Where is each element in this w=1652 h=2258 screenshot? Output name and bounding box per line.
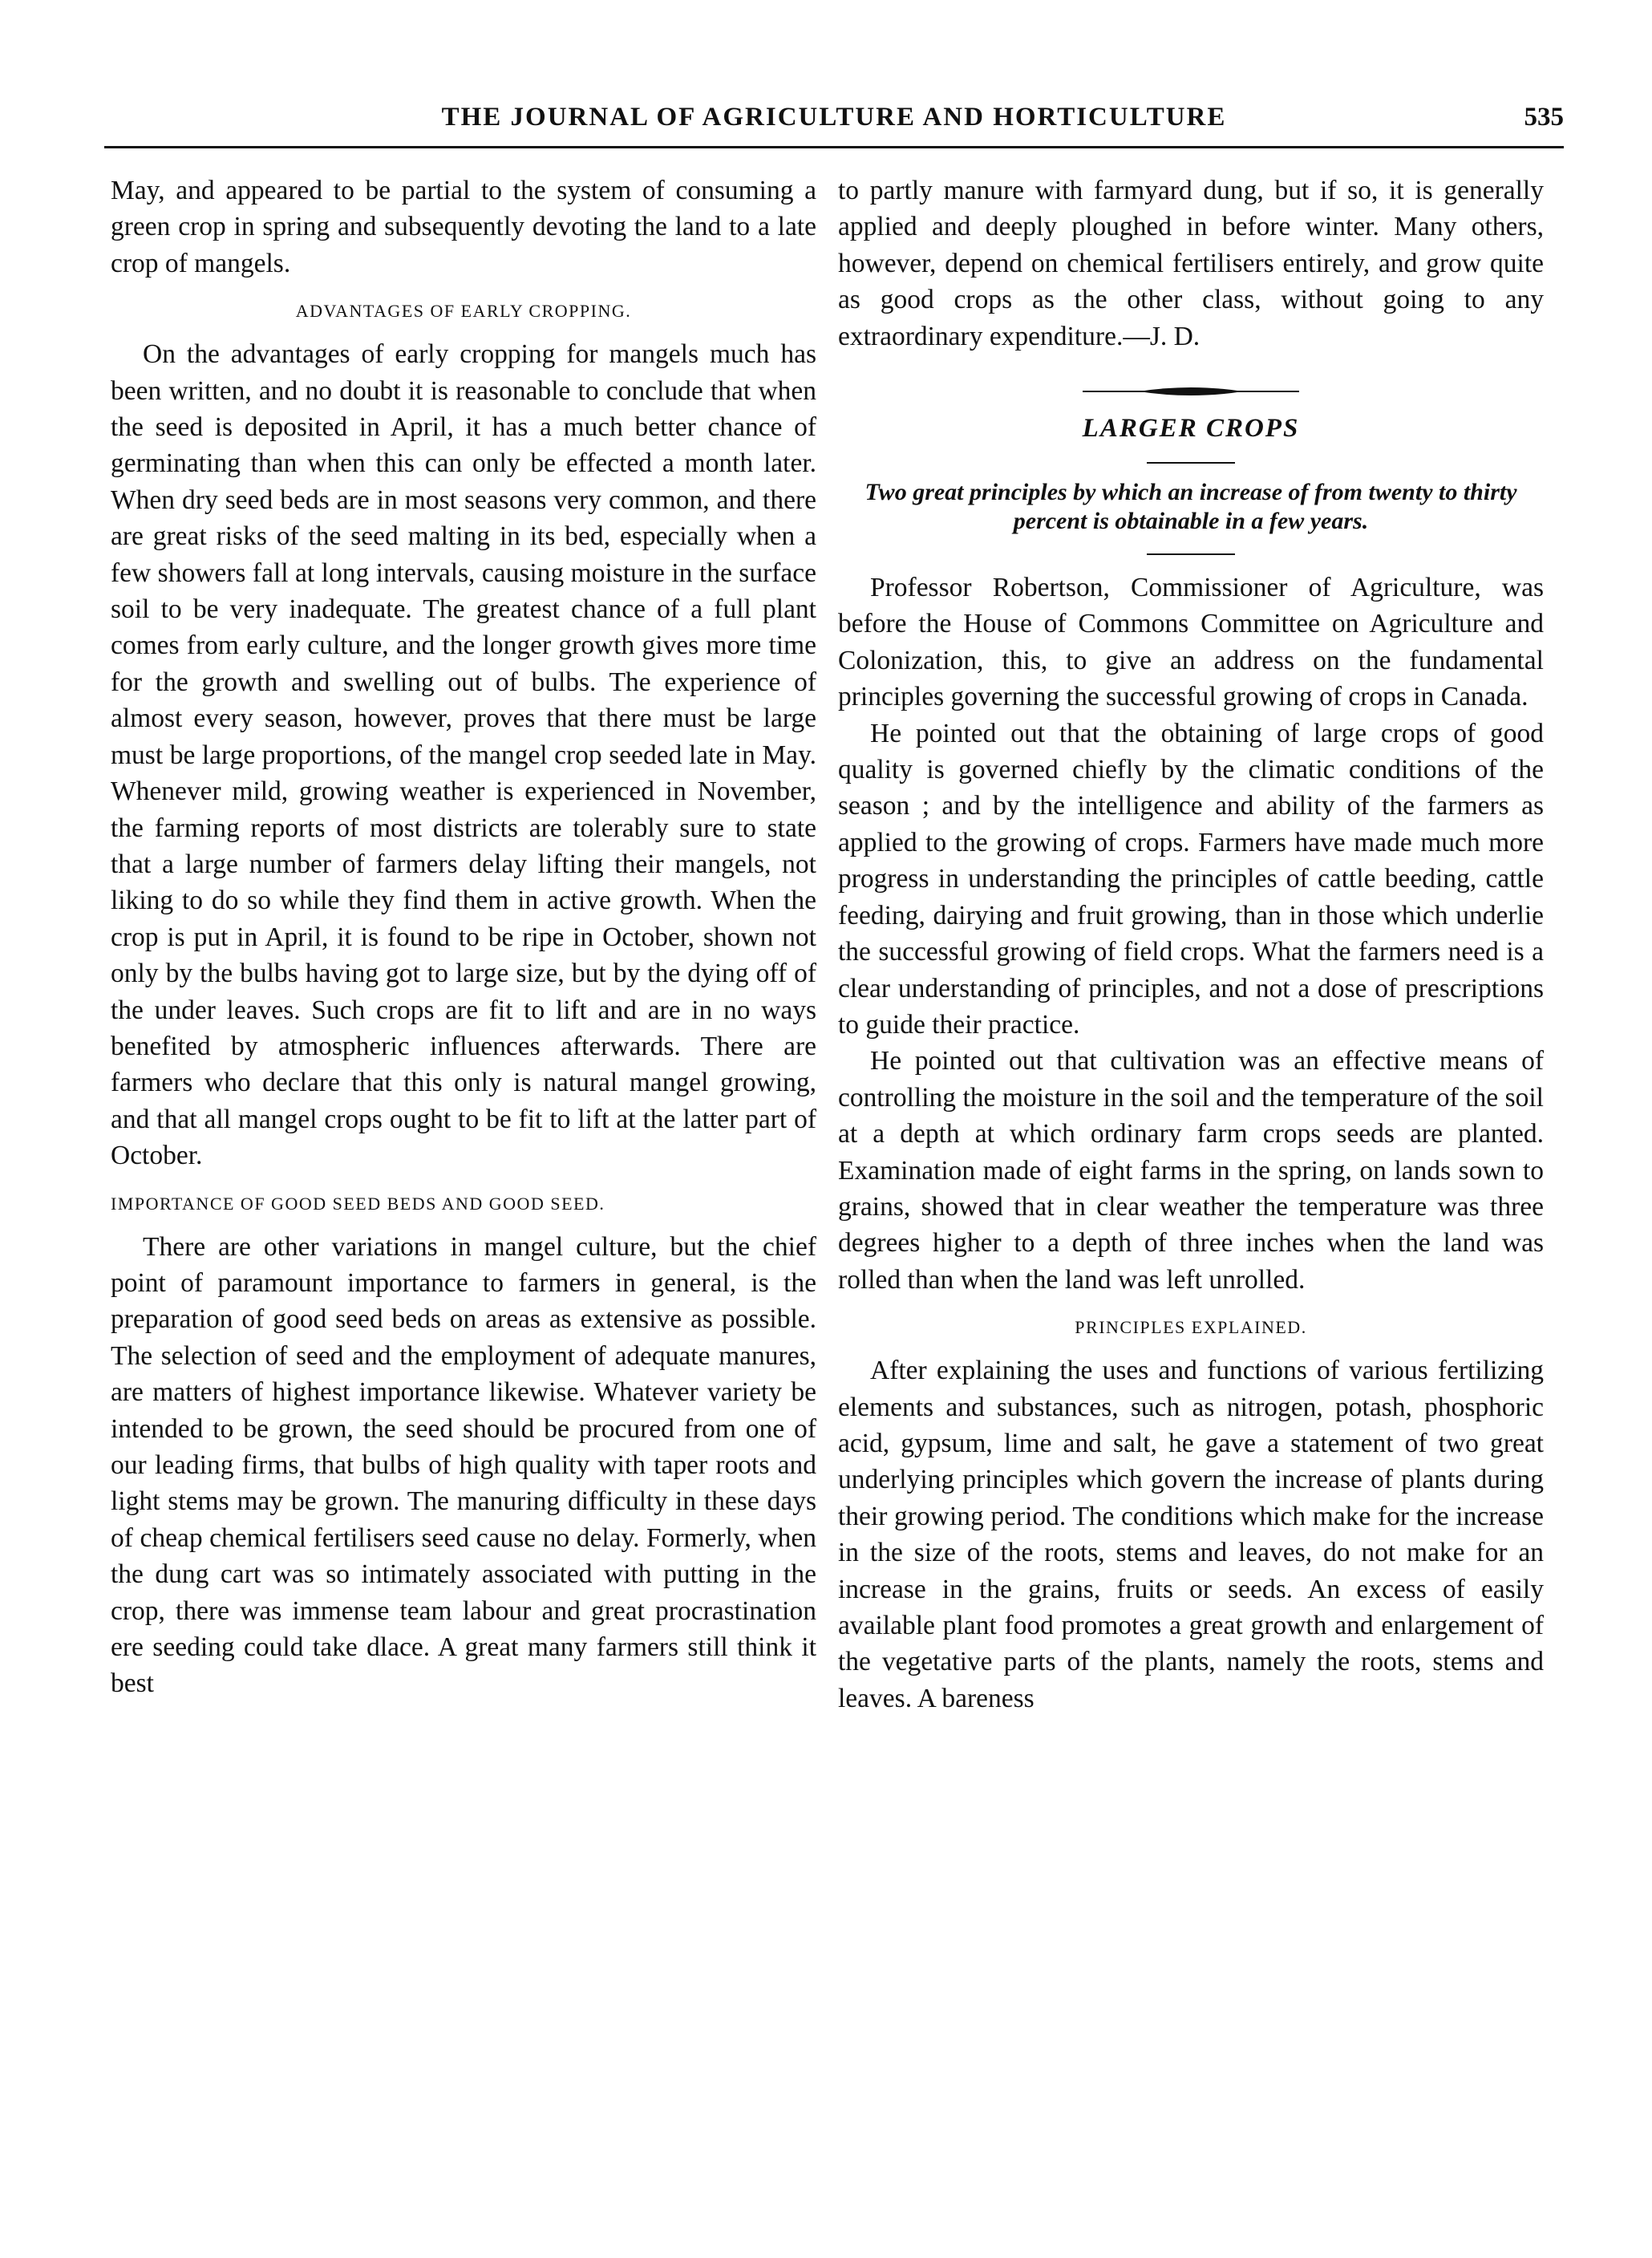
deck-rule [1147, 553, 1235, 555]
header-rule [104, 146, 1564, 148]
paragraph: He pointed out that cultivation was an effective means of controlling the moisture in the soil and the temperature of the soil at a depth at which ordinary farm crops seeds are planted. Examination made of eight farms in the spring, on lands sown to grains, showed that in clear weather the temperature was three degrees higher to a depth of three inches when the land was rolled than when the land was left unrolled. [838, 1046, 1544, 1295]
section-subhead: IMPORTANCE OF GOOD SEED BEDS AND GOOD SEED. [111, 1193, 605, 1214]
paragraph: On the advantages of early cropping for mangels much has been written, and no doubt it is reasonable to conclude that when the seed is deposited in April, it has a much better chance of germinating than when this can only be effected a month later. When dry seed beds are in most seasons very common, and there are great risks of the seed malting in its bed, especially when a few showers fall at long intervals, causing moisture in the surface soil to be very inadequate. The greatest chance of a full plant comes from early culture, and the longer growth gives more time for the growth and swelling out of bulbs. The experience of almost every season, however, proves that there must be large must be large proportions, of the mangel crop seeded late in May. Whenever mild, growing weather is experienced in November, the farming reports of most districts are tolerably sure to state that a large number of farmers delay lifting their mangels, not liking to do so while they find them in active growth. When the crop is put in April, it is found to be ripe in October, shown not only by the bulbs having got to large size, but by the dying off of the under leaves. Such crops are fit to lift and are in no ways benefited by atmospheric influences afterwards. There are farmers who declare that this only is natural mangel growing, and that all mangel crops ought to be fit to lift at the latter part of October. [111, 339, 816, 1171]
paragraph: Professor Robertson, Commissioner of Agriculture, was before the House of Commons Committee on Agriculture and Colonization, this, to give an address on the fundamental principles governing the successful growing of crops in Canada. [838, 573, 1544, 712]
paragraph: After explaining the uses and functions of various fertilizing elements and substances, such as nitrogen, potash, phosphoric acid, gypsum, lime and salt, he gave a statement of two great underlying principles which govern the increase of plants during their growing period. The conditions which make for the increase in the size of the roots, stems and leaves, do not make for an increase in the grains, fruits or seeds. An excess of easily available plant food promotes a great growth and enlargement of the vegetative parts of the plants, namely the roots, stems and leaves. A bareness [838, 1356, 1544, 1713]
title-rule [1147, 462, 1235, 464]
section-subhead: ADVANTAGES OF EARLY CROPPING. [295, 301, 632, 322]
paragraph: There are other variations in mangel culture, but the chief point of paramount importance to farmers in general, is the preparation of good seed beds on areas as extensive as possible. The selection of seed and the employment of adequate manures, are matters of highest importance likewise. Whatever variety be intended to be grown, the seed should be procured from one of our leading firms, that bulbs of high quality with taper roots and light stems may be grown. The manuring difficulty in these days of cheap chemical fertilisers seed cause no delay. Formerly, when the dung cart was so intimately associated with putting in the crop, there was immense team labour and great procrastination ere seeding could take dlace. A great many farmers still think it best [111, 1231, 816, 1699]
right-column [838, 172, 1544, 2210]
article-title: LARGER CROPS [1082, 414, 1300, 444]
paragraph: He pointed out that the obtaining of large crops of good quality is governed chiefly by the climatic conditions of the season ; and by the intelligence and ability of the farmers as applied to the growing of crops. Farmers have made much more progress in understanding the principles of cattle beeding, cattle feeding, dairying and fruit growing, than in those which underlie the successful growing of field crops. What the farmers need is a clear understanding of principles, and not a dose of prescriptions to guide their practice. [838, 718, 1544, 1040]
ornamental-rule [1083, 385, 1299, 398]
page-number: 535 [1524, 103, 1564, 132]
paragraph: to partly manure with farmyard dung, but if so, it is generally applied and deeply ploughed in before winter. Many others, however, depend on chemical fertilisers entirely, and grow quite as good crops as the other class, without going to any extraordinary expenditure.—J. D. [838, 176, 1544, 351]
left-column [111, 172, 816, 2210]
paragraph: May, and appeared to be partial to the system of consuming a green crop in spring and subsequently devoting the land to a late crop of mangels. [111, 176, 816, 278]
section-subhead: PRINCIPLES EXPLAINED. [1075, 1317, 1307, 1338]
article-deck: Two great principles by which an increase of from twenty to thirty percent is obtainable in a few years. [864, 479, 1517, 535]
running-header: THE JOURNAL OF AGRICULTURE AND HORTICULTURE [441, 103, 1227, 132]
